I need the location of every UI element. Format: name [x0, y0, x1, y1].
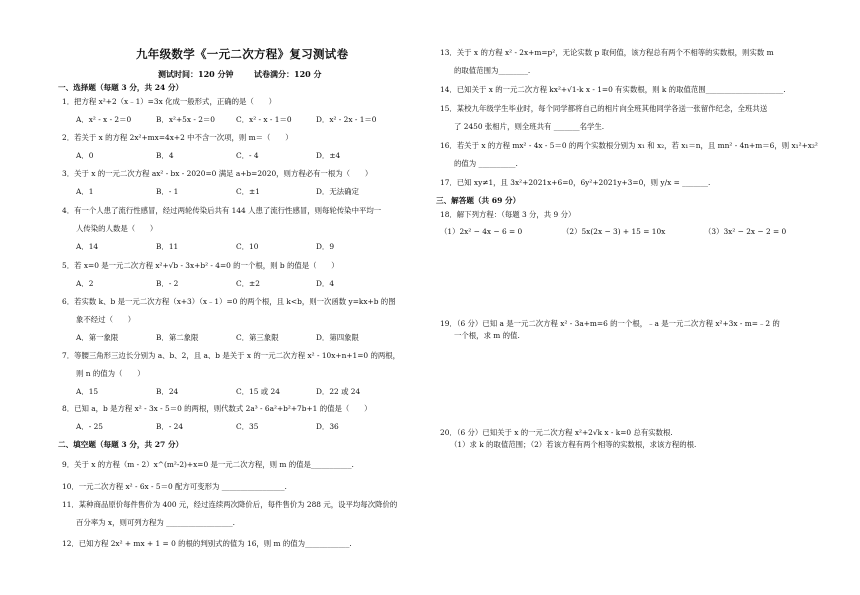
q1-option-a: A．x² - x - 2＝0: [76, 115, 132, 124]
question-16-line-2: 的值为 __________.: [454, 159, 518, 168]
question-6-line-1: 6．若实数 k、b 是一元二次方程（x+3）（x﹣1）=0 的两个根，且 k<b，则一次函数 y=kx+b 的图: [62, 297, 396, 306]
question-17: 17．已知 xy≠1，且 3x²+2021x+6=0，6y²+2021y+3=0，则 y/x = _______.: [440, 178, 711, 187]
q4-option-d: D．9: [316, 242, 335, 251]
q3-option-b: B．- 1: [156, 187, 179, 196]
q1-option-c: C．x² - x - 1＝0: [236, 115, 292, 124]
question-4-line-1: 4．有一个人患了流行性感冒，经过两轮传染后共有 144 人患了流行性感冒，则每轮传染中平均一: [62, 206, 382, 215]
q3-option-d: D．无法确定: [316, 187, 359, 196]
question-5: 5．若 x=0 是一元二次方程 x²+√b - 3x+b² - 4=0 的一个根，则 b 的值是（ ）: [62, 261, 339, 270]
section-solutions: 三、解答题（共 69 分）: [436, 196, 521, 205]
q2-option-a: A．0: [76, 151, 94, 160]
q8-option-b: B．- 24: [156, 422, 184, 431]
q7-option-a: A．15: [76, 387, 99, 396]
q6-option-b: B．第二象限: [156, 333, 199, 342]
question-6-line-2: 象不经过（ ）: [76, 315, 136, 324]
question-9: 9．关于 x 的方程（m - 2）x^(m²-2)+x=0 是一元二次方程，则 m 的值是___________.: [62, 460, 354, 469]
q2-option-d: D．±4: [316, 151, 341, 160]
question-12: 12．已知方程 2x² + mx + 1 = 0 的根的判别式的值为 16，则 m 的值为____________.: [62, 539, 352, 548]
question-15-line-1: 15．某校九年级学生毕业时，每个同学都将自己的相片向全班其他同学各送一张留作纪念，全班共送: [440, 104, 768, 113]
q7-option-b: B．24: [156, 387, 179, 396]
question-15-line-2: 了 2450 张相片，则全班共有 _______名学生.: [454, 122, 605, 131]
q6-option-d: D．第四象限: [316, 333, 359, 342]
question-13-line-1: 13．关于 x 的方程 x² - 2x+m=p²，无论实数 p 取何值，该方程总有两个不相等的实数根，则实数 m: [440, 48, 774, 57]
question-1: 1．把方程 x²+2（x﹣1）=3x 化成一般形式，正确的是（ ）: [62, 97, 276, 106]
question-7-line-1: 7．等腰三角形三边长分别为 a、b、2，且 a、b 是关于 x 的一元二次方程 x² - 10x+n+1=0 的两根，: [62, 351, 401, 360]
section-fill-in: 二、填空题（每题 3 分，共 27 分）: [58, 440, 184, 449]
question-19-line-1: 19．（6 分）已知 a 是一元二次方程 x² - 3a+m=6 的一个根，﹣a 是一元二次方程 x²+3x - m=﹣2 的: [440, 319, 780, 328]
question-13-line-2: 的取值范围为________.: [454, 66, 531, 75]
question-14: 14．已知关于 x 的一元二次方程 kx²+√1-k x - 1=0 有实数根，则 k 的取值范围_____________________.: [440, 85, 786, 94]
q18-part-1: （1）2x² − 4x − 6 = 0: [440, 227, 523, 236]
q5-option-d: D．4: [316, 279, 335, 288]
question-10: 10．一元二次方程 x² - 6x - 5＝0 配方可变形为 _________________.: [62, 482, 287, 491]
q18-part-2: （2）5x(2x − 3) + 15 = 10x: [562, 227, 666, 236]
test-time: 测试时间：120 分钟: [158, 69, 234, 79]
question-11-line-1: 11．某种商品原价每件售价为 400 元，经过连续两次降价后，每件售价为 288 元，设平均每次降价的: [62, 500, 398, 509]
q8-option-a: A．- 25: [76, 422, 103, 431]
q7-option-d: D．22 或 24: [316, 387, 361, 396]
q5-option-c: C．±2: [236, 279, 260, 288]
q4-option-a: A．14: [76, 242, 99, 251]
question-16-line-1: 16．若关于 x 的方程 mx² - 4x - 5＝0 的两个实数根分别为 x₁ 和 x₂，若 x₁＝n，且 mn² - 4n+m＝6，则 x₁²+x₂²: [440, 141, 818, 150]
q8-option-c: C．35: [236, 422, 259, 431]
full-score: 试卷满分：120 分: [254, 69, 322, 79]
section-choice: 一、选择题（每题 3 分，共 24 分）: [58, 83, 184, 92]
question-19-line-2: 一个根，求 m 的值.: [454, 331, 520, 340]
question-20-line-2: （1）求 k 的取值范围；（2）若该方程有两个相等的实数根，求该方程的根.: [450, 440, 697, 449]
question-20-line-1: 20．（6 分）已知关于 x 的一元二次方程 x²+2√k x - k=0 总有实数根.: [440, 428, 673, 437]
q6-option-c: C．第三象限: [236, 333, 279, 342]
question-2: 2．若关于 x 的方程 2x²+mx=4x+2 中不含一次项，则 m＝（ ）: [62, 133, 293, 142]
question-7-line-2: 则 n 的值为（ ）: [76, 369, 145, 378]
q18-part-3: （3）3x² − 2x − 2 = 0: [704, 227, 787, 236]
question-11-line-2: 百分率为 x，则可列方程为 __________________.: [76, 518, 236, 527]
q4-option-b: B．11: [156, 242, 179, 251]
q2-option-b: B．4: [156, 151, 174, 160]
q1-option-d: D．x² - 2x - 1＝0: [316, 115, 377, 124]
q5-option-b: B．- 2: [156, 279, 179, 288]
q5-option-a: A．2: [76, 279, 94, 288]
q4-option-c: C．10: [236, 242, 259, 251]
q3-option-c: C．±1: [236, 187, 260, 196]
q8-option-d: D．36: [316, 422, 339, 431]
q1-option-b: B．x²+5x - 2＝0: [156, 115, 216, 124]
question-8: 8．已知 a，b 是方程 x² - 3x - 5＝0 的两根，则代数式 2a³ - 6a²+b²+7b+1 的值是（ ）: [62, 404, 372, 413]
q7-option-c: C．15 或 24: [236, 387, 280, 396]
q6-option-a: A．第一象限: [76, 333, 119, 342]
question-3: 3．关于 x 的一元二次方程 ax² - bx - 2020=0 满足 a+b=2020，则方程必有一根为（ ）: [62, 169, 373, 178]
q3-option-a: A．1: [76, 187, 94, 196]
question-4-line-2: 人传染的人数是（ ）: [76, 224, 158, 233]
q2-option-c: C．- 4: [236, 151, 259, 160]
page-title: 九年级数学《一元二次方程》复习测试卷: [136, 47, 349, 61]
question-18: 18．解下列方程：（每题 3 分，共 9 分）: [440, 210, 576, 219]
